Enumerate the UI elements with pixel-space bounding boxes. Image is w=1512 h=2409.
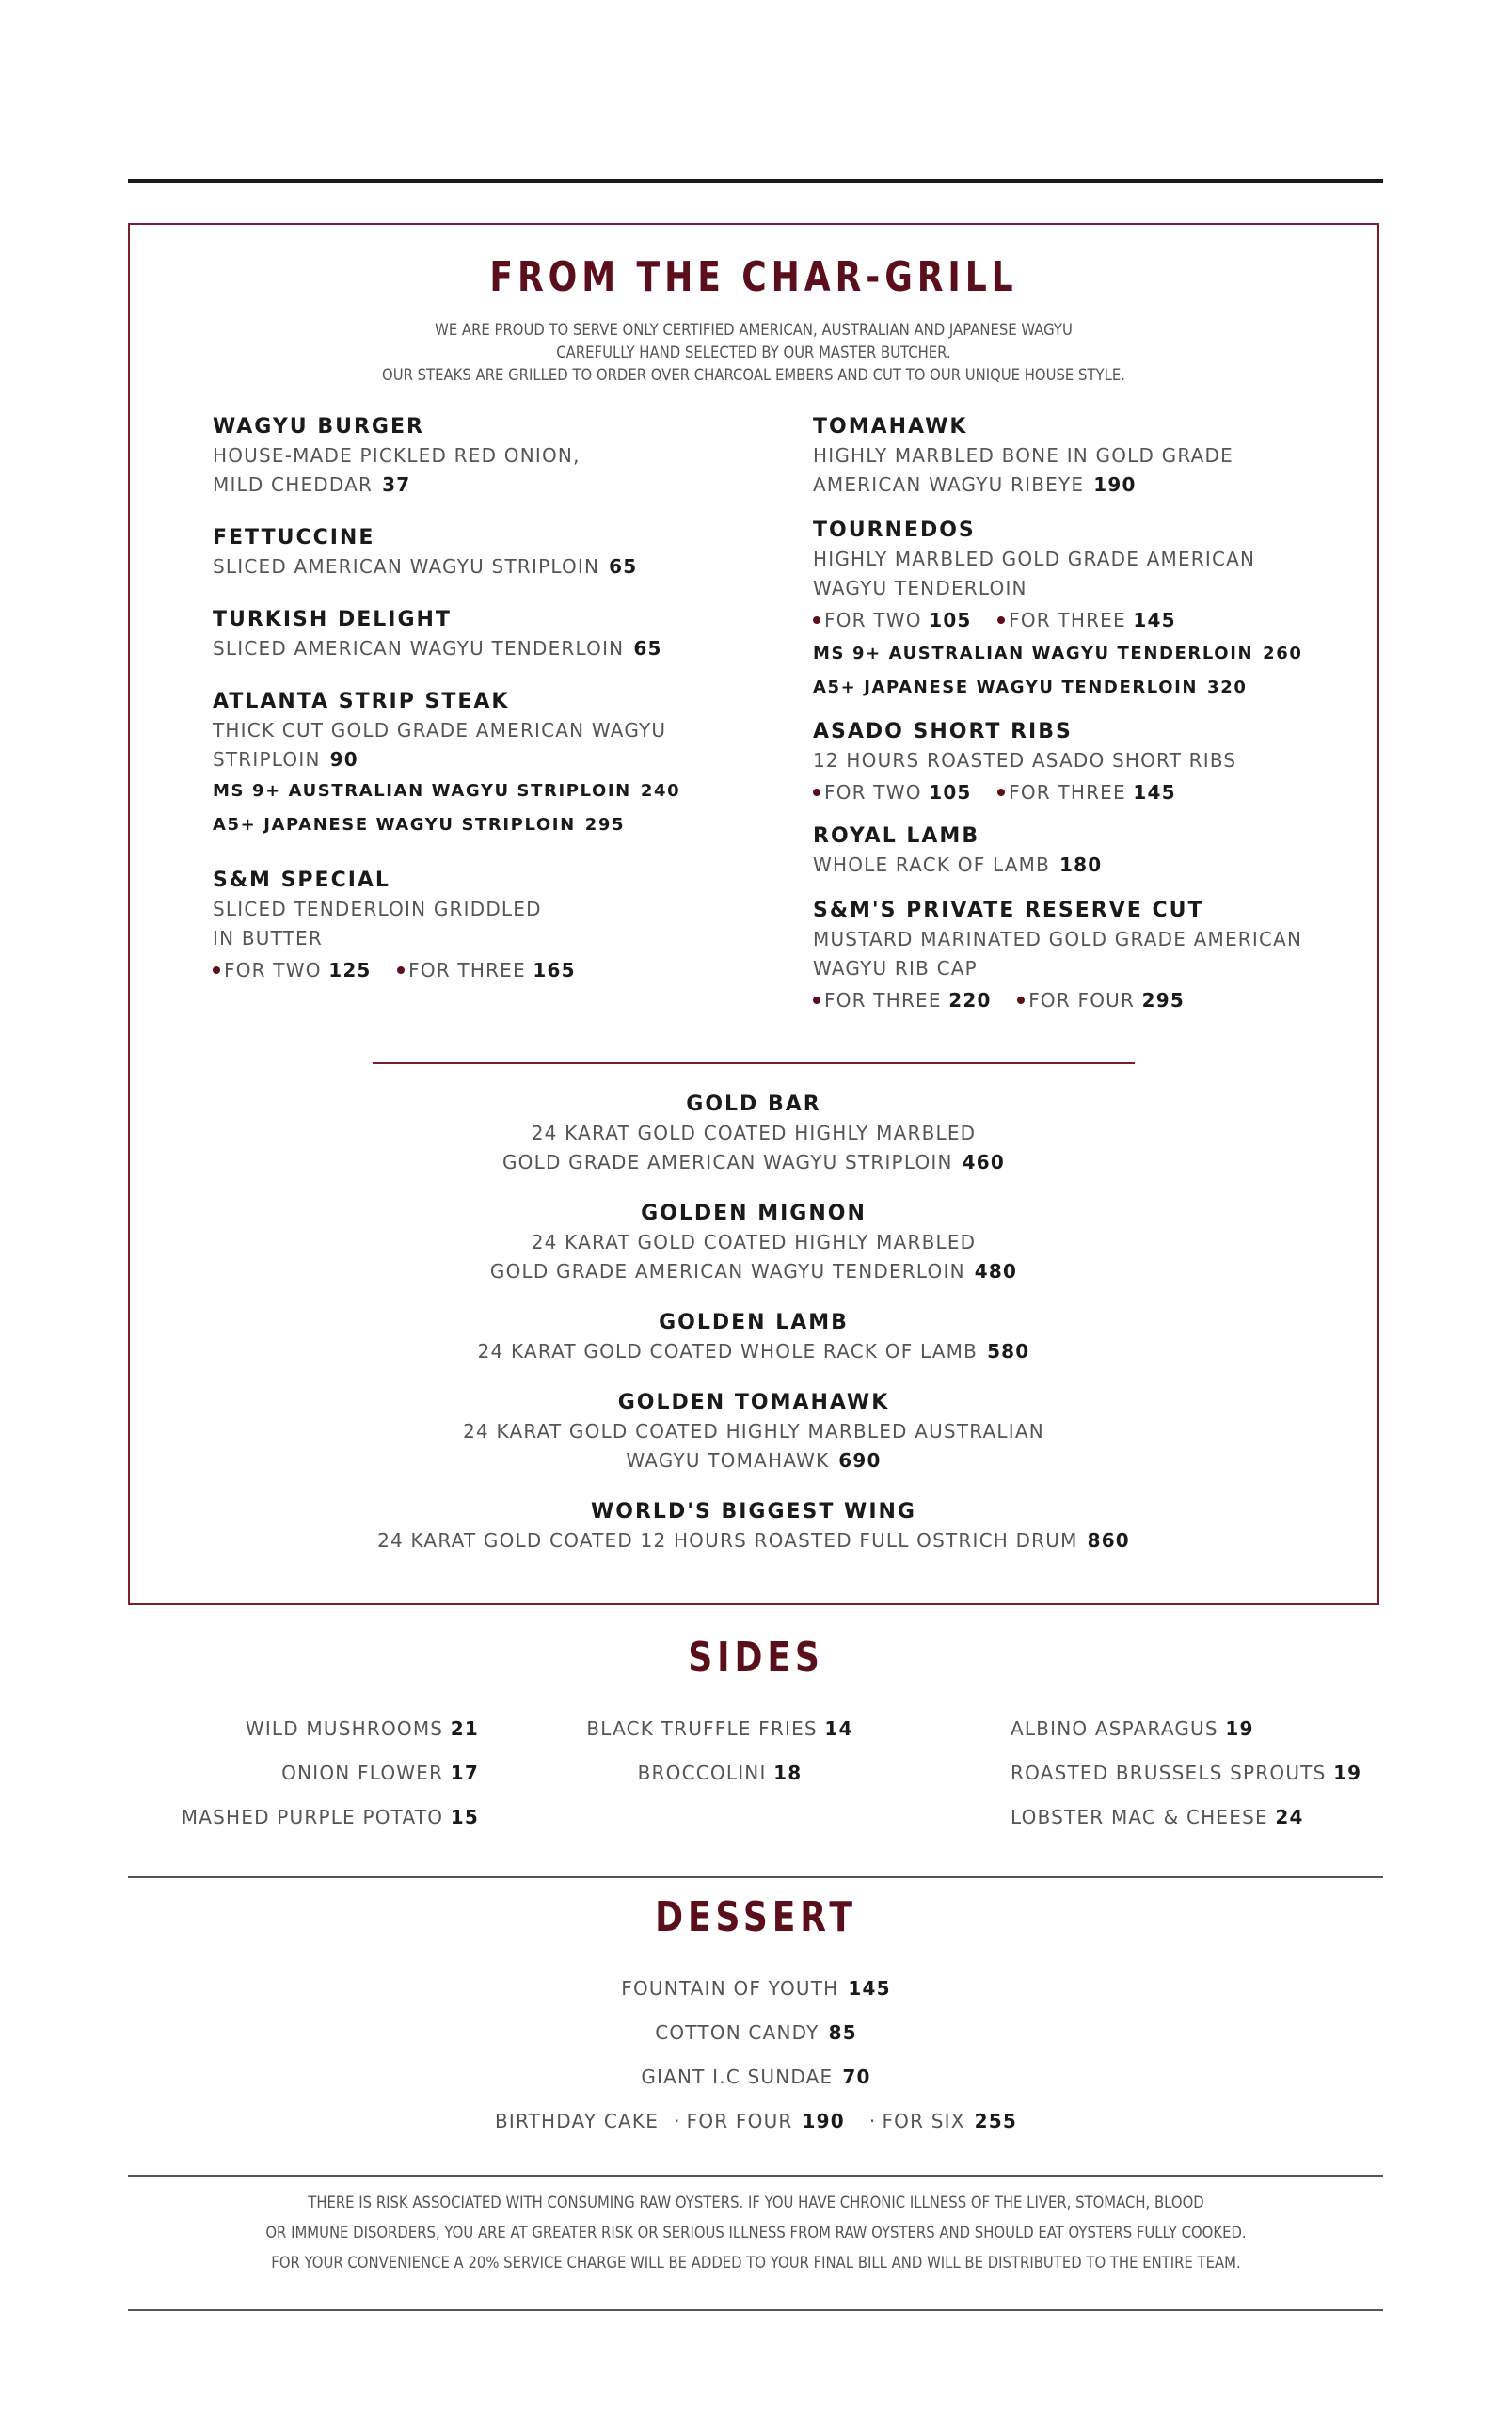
dessert-item: [0, 1967, 1512, 2011]
item-desc: HIGHLY MARBLED BONE IN GOLD GRADE: [813, 444, 1233, 467]
serving-option: [813, 603, 972, 637]
side-name: BLACK TRUFFLE FRIES: [586, 1717, 818, 1740]
menu-item: [213, 413, 758, 500]
menu-item: [213, 524, 758, 582]
option-label: FOR SIX: [882, 2110, 965, 2132]
disclaimer-line: OR IMMUNE DISORDERS, YOU ARE AT GREATER RISK OR SERIOUS ILLNESS FROM RAW OYSTERS AND SHOULD EAT OYSTERS FULLY COOKED.: [265, 2224, 1247, 2241]
menu-item: [130, 1309, 1377, 1366]
bottom-divider: [128, 2309, 1383, 2311]
serving-option: [1017, 983, 1185, 1017]
menu-item: [130, 1389, 1377, 1476]
item-price: 480: [974, 1260, 1018, 1283]
side-price: 17: [450, 1762, 479, 1784]
bullet-icon: [997, 789, 1005, 796]
item-desc: HIGHLY MARBLED GOLD GRADE AMERICAN: [813, 548, 1256, 570]
dessert-price: 70: [842, 2066, 871, 2088]
item-name: ATLANTA STRIP STEAK: [213, 690, 510, 713]
item-desc: 24 KARAT GOLD COATED HIGHLY MARBLED: [531, 1231, 977, 1253]
option-label: FOR THREE: [1009, 609, 1126, 631]
item-name: S&M'S PRIVATE RESERVE CUT: [813, 899, 1204, 922]
side-item: [1011, 1795, 1361, 1840]
item-name: WORLD'S BIGGEST WING: [591, 1500, 916, 1524]
side-name: BROCCOLINI: [637, 1762, 767, 1784]
item-price: 90: [329, 748, 358, 771]
dot-separator-icon: ·: [868, 2110, 877, 2132]
char-grill-intro: [192, 319, 1314, 387]
menu-item: [813, 413, 1359, 500]
item-desc-text: 24 KARAT GOLD COATED 12 HOURS ROASTED FULL OSTRICH DRUM: [377, 1529, 1078, 1552]
menu-item: [130, 1091, 1377, 1177]
option-price: 295: [1141, 989, 1186, 1012]
sub-option-price: 260: [1263, 644, 1303, 663]
item-desc: [813, 471, 1359, 500]
side-item: [565, 1751, 875, 1795]
bullet-icon: [213, 966, 220, 974]
option-label: FOR THREE: [824, 989, 942, 1012]
item-name: GOLD BAR: [686, 1093, 821, 1116]
item-desc: 24 KARAT GOLD COATED HIGHLY MARBLED: [531, 1122, 977, 1144]
serving-option: [813, 983, 992, 1017]
item-desc: MUSTARD MARINATED GOLD GRADE AMERICAN: [813, 928, 1303, 950]
item-desc: [213, 634, 758, 663]
intro-line: CAREFULLY HAND SELECTED BY OUR MASTER BUTCHER.: [556, 343, 951, 361]
item-name: GOLDEN MIGNON: [641, 1202, 867, 1225]
menu-item: [130, 1498, 1377, 1555]
side-name: ROASTED BRUSSELS SPROUTS: [1011, 1762, 1327, 1784]
item-desc: 24 KARAT GOLD COATED HIGHLY MARBLED AUSTRALIAN: [463, 1420, 1044, 1443]
menu-item: [213, 606, 758, 663]
item-desc-text: MILD CHEDDAR: [213, 473, 374, 496]
side-item: [1011, 1751, 1361, 1795]
item-name: TOURNEDOS: [813, 518, 976, 542]
side-item: [1011, 1707, 1361, 1751]
item-desc: THICK CUT GOLD GRADE AMERICAN WAGYU: [213, 719, 667, 742]
sub-option-label: MS 9+ AUSTRALIAN WAGYU STRIPLOIN: [213, 781, 631, 801]
grill-left-column: [213, 413, 758, 1012]
side-price: 19: [1225, 1717, 1254, 1740]
option-price: 145: [1133, 609, 1176, 631]
dessert-name: GIANT I.C SUNDAE: [641, 2066, 834, 2088]
intro-line: OUR STEAKS ARE GRILLED TO ORDER OVER CHARCOAL EMBERS AND CUT TO OUR UNIQUE HOUSE STYLE.: [382, 366, 1125, 384]
dessert-title: DESSERT: [655, 1893, 857, 1941]
item-price: 180: [1059, 854, 1103, 876]
grill-right-column: [813, 413, 1359, 1042]
item-desc-text: GOLD GRADE AMERICAN WAGYU STRIPLOIN: [501, 1151, 953, 1173]
sub-option-price: 295: [584, 815, 626, 835]
item-desc-text: SLICED AMERICAN WAGYU TENDERLOIN: [213, 637, 625, 660]
sub-option-price: 320: [1207, 678, 1248, 697]
serving-options: [813, 775, 1359, 809]
item-desc-text: WAGYU TOMAHAWK: [626, 1449, 830, 1472]
dessert-divider: [128, 2175, 1383, 2177]
sides-left-column: [182, 1707, 479, 1840]
sub-option-label: A5+ JAPANESE WAGYU STRIPLOIN: [213, 815, 576, 835]
dessert-price: 85: [828, 2021, 857, 2044]
item-desc: [130, 1148, 1377, 1177]
item-desc: [813, 851, 1359, 880]
side-item: [565, 1707, 875, 1751]
item-name: ROYAL LAMB: [813, 824, 980, 848]
bullet-icon: [1017, 997, 1025, 1004]
item-desc: [130, 1337, 1377, 1366]
option-label: FOR FOUR: [686, 2110, 793, 2132]
item-desc-text: 24 KARAT GOLD COATED WHOLE RACK OF LAMB: [477, 1340, 979, 1363]
item-price: 460: [962, 1151, 1006, 1173]
option-label: FOR THREE: [1009, 781, 1126, 804]
dessert-item: [0, 2055, 1512, 2099]
dessert-name: FOUNTAIN OF YOUTH: [621, 1977, 839, 2000]
disclaimer-line: FOR YOUR CONVENIENCE A 20% SERVICE CHARGE WILL BE ADDED TO YOUR FINAL BILL AND WILL BE DISTRIBUTED TO THE ENTIRE TEAM.: [271, 2254, 1241, 2272]
dessert-list: [0, 1967, 1512, 2144]
option-label: FOR TWO: [824, 609, 922, 631]
dessert-item: [0, 2011, 1512, 2055]
side-price: 15: [450, 1806, 479, 1828]
dot-separator-icon: ·: [674, 2110, 681, 2132]
sub-option-label: MS 9+ AUSTRALIAN WAGYU TENDERLOIN: [813, 644, 1254, 663]
item-name: GOLDEN TOMAHAWK: [617, 1391, 890, 1414]
item-desc: [130, 1526, 1377, 1555]
sub-option-label: A5+ JAPANESE WAGYU TENDERLOIN: [813, 678, 1199, 697]
option-price: 255: [974, 2110, 1017, 2132]
item-name: TOMAHAWK: [813, 415, 968, 439]
sub-option: [813, 671, 1359, 705]
item-price: 580: [987, 1340, 1030, 1363]
item-desc: HOUSE-MADE PICKLED RED ONION,: [213, 444, 581, 467]
item-name: S&M SPECIAL: [213, 869, 390, 892]
char-grill-section: [128, 223, 1379, 1605]
side-price: 19: [1333, 1762, 1362, 1784]
item-desc: [213, 745, 758, 774]
side-item: [182, 1751, 479, 1795]
option-label: FOR FOUR: [1028, 989, 1136, 1012]
item-desc: [130, 1446, 1377, 1476]
option-label: FOR THREE: [408, 959, 526, 981]
bullet-icon: [813, 616, 820, 624]
item-desc: [213, 552, 758, 582]
menu-item: [213, 688, 758, 842]
dessert-name: COTTON CANDY: [655, 2021, 820, 2044]
top-divider: [128, 179, 1383, 183]
item-desc: 12 HOURS ROASTED ASADO SHORT RIBS: [813, 749, 1237, 772]
option-price: 105: [929, 609, 972, 631]
item-name: GOLDEN LAMB: [659, 1311, 849, 1334]
option-price: 125: [328, 959, 372, 981]
sub-option: [213, 774, 758, 808]
side-name: LOBSTER MAC & CHEESE: [1011, 1806, 1268, 1828]
option-price: 165: [533, 959, 576, 981]
bullet-icon: [397, 966, 405, 974]
option-price: 145: [1133, 781, 1176, 804]
side-price: 18: [773, 1762, 803, 1784]
item-price: 37: [382, 473, 411, 496]
item-name: TURKISH DELIGHT: [213, 608, 452, 631]
sub-option: [213, 808, 758, 842]
bullet-icon: [997, 616, 1005, 624]
sides-center-column: [565, 1707, 875, 1795]
side-name: WILD MUSHROOMS: [245, 1717, 444, 1740]
sides-divider: [128, 1876, 1383, 1878]
sides-title: SIDES: [688, 1634, 824, 1682]
char-grill-title: FROM THE CHAR-GRILL: [489, 253, 1018, 301]
item-name: ASADO SHORT RIBS: [813, 720, 1073, 743]
item-price: 190: [1093, 473, 1137, 496]
option-price: 105: [929, 781, 972, 804]
side-name: ALBINO ASPARAGUS: [1011, 1717, 1218, 1740]
item-desc: [130, 1257, 1377, 1286]
disclaimer-line: THERE IS RISK ASSOCIATED WITH CONSUMING RAW OYSTERS. IF YOU HAVE CHRONIC ILLNESS OF THE LIVER, STOMACH, BLOOD: [308, 2194, 1204, 2211]
item-desc: IN BUTTER: [213, 927, 323, 949]
option-label: FOR TWO: [824, 781, 922, 804]
bullet-icon: [813, 997, 820, 1004]
item-desc: WAGYU TENDERLOIN: [813, 577, 1027, 599]
side-name: ONION FLOWER: [281, 1762, 444, 1784]
disclaimer: [75, 2188, 1436, 2278]
sub-option: [813, 637, 1359, 671]
menu-item: [130, 1200, 1377, 1286]
item-price: 65: [633, 637, 662, 660]
item-desc: [213, 471, 758, 500]
menu-item: [813, 897, 1359, 1017]
serving-option: [997, 775, 1176, 809]
serving-options: [813, 603, 1359, 637]
item-desc-text: SLICED AMERICAN WAGYU STRIPLOIN: [213, 555, 600, 578]
menu-item: [813, 517, 1359, 705]
option-label: FOR TWO: [224, 959, 322, 981]
item-desc-text: AMERICAN WAGYU RIBEYE: [813, 473, 1085, 496]
item-desc-text: GOLD GRADE AMERICAN WAGYU TENDERLOIN: [489, 1260, 965, 1283]
gold-items: [130, 1091, 1377, 1578]
item-desc: SLICED TENDERLOIN GRIDDLED: [213, 898, 542, 920]
serving-option: [813, 775, 972, 809]
sides-right-column: [1011, 1707, 1361, 1840]
dessert-price: 145: [848, 1977, 891, 2000]
side-price: 24: [1275, 1806, 1304, 1828]
serving-options: [213, 953, 758, 987]
intro-line: WE ARE PROUD TO SERVE ONLY CERTIFIED AMERICAN, AUSTRALIAN AND JAPANESE WAGYU: [435, 321, 1073, 339]
menu-item: [213, 867, 758, 987]
item-name: WAGYU BURGER: [213, 415, 424, 439]
option-price: 220: [948, 989, 992, 1012]
option-price: 190: [802, 2110, 845, 2132]
side-name: MASHED PURPLE POTATO: [181, 1806, 444, 1828]
serving-option: [397, 953, 576, 987]
dessert-name: BIRTHDAY CAKE: [494, 2110, 660, 2132]
bullet-icon: [813, 789, 820, 796]
side-item: [182, 1795, 479, 1840]
item-desc: WAGYU RIB CAP: [813, 957, 978, 980]
dessert-item: [0, 2099, 1512, 2144]
serving-option: [997, 603, 1176, 637]
menu-item: [813, 718, 1359, 809]
item-price: 65: [609, 555, 638, 578]
side-price: 21: [450, 1717, 479, 1740]
serving-option: [213, 953, 372, 987]
sub-option-price: 240: [640, 781, 681, 801]
gold-divider: [373, 1062, 1135, 1064]
item-price: 690: [838, 1449, 882, 1472]
serving-options: [813, 983, 1359, 1017]
side-price: 14: [824, 1717, 853, 1740]
item-desc-text: STRIPLOIN: [213, 748, 321, 771]
item-price: 860: [1087, 1529, 1130, 1552]
menu-item: [813, 822, 1359, 880]
side-item: [182, 1707, 479, 1751]
item-name: FETTUCCINE: [213, 526, 375, 550]
item-desc-text: WHOLE RACK OF LAMB: [813, 854, 1051, 876]
